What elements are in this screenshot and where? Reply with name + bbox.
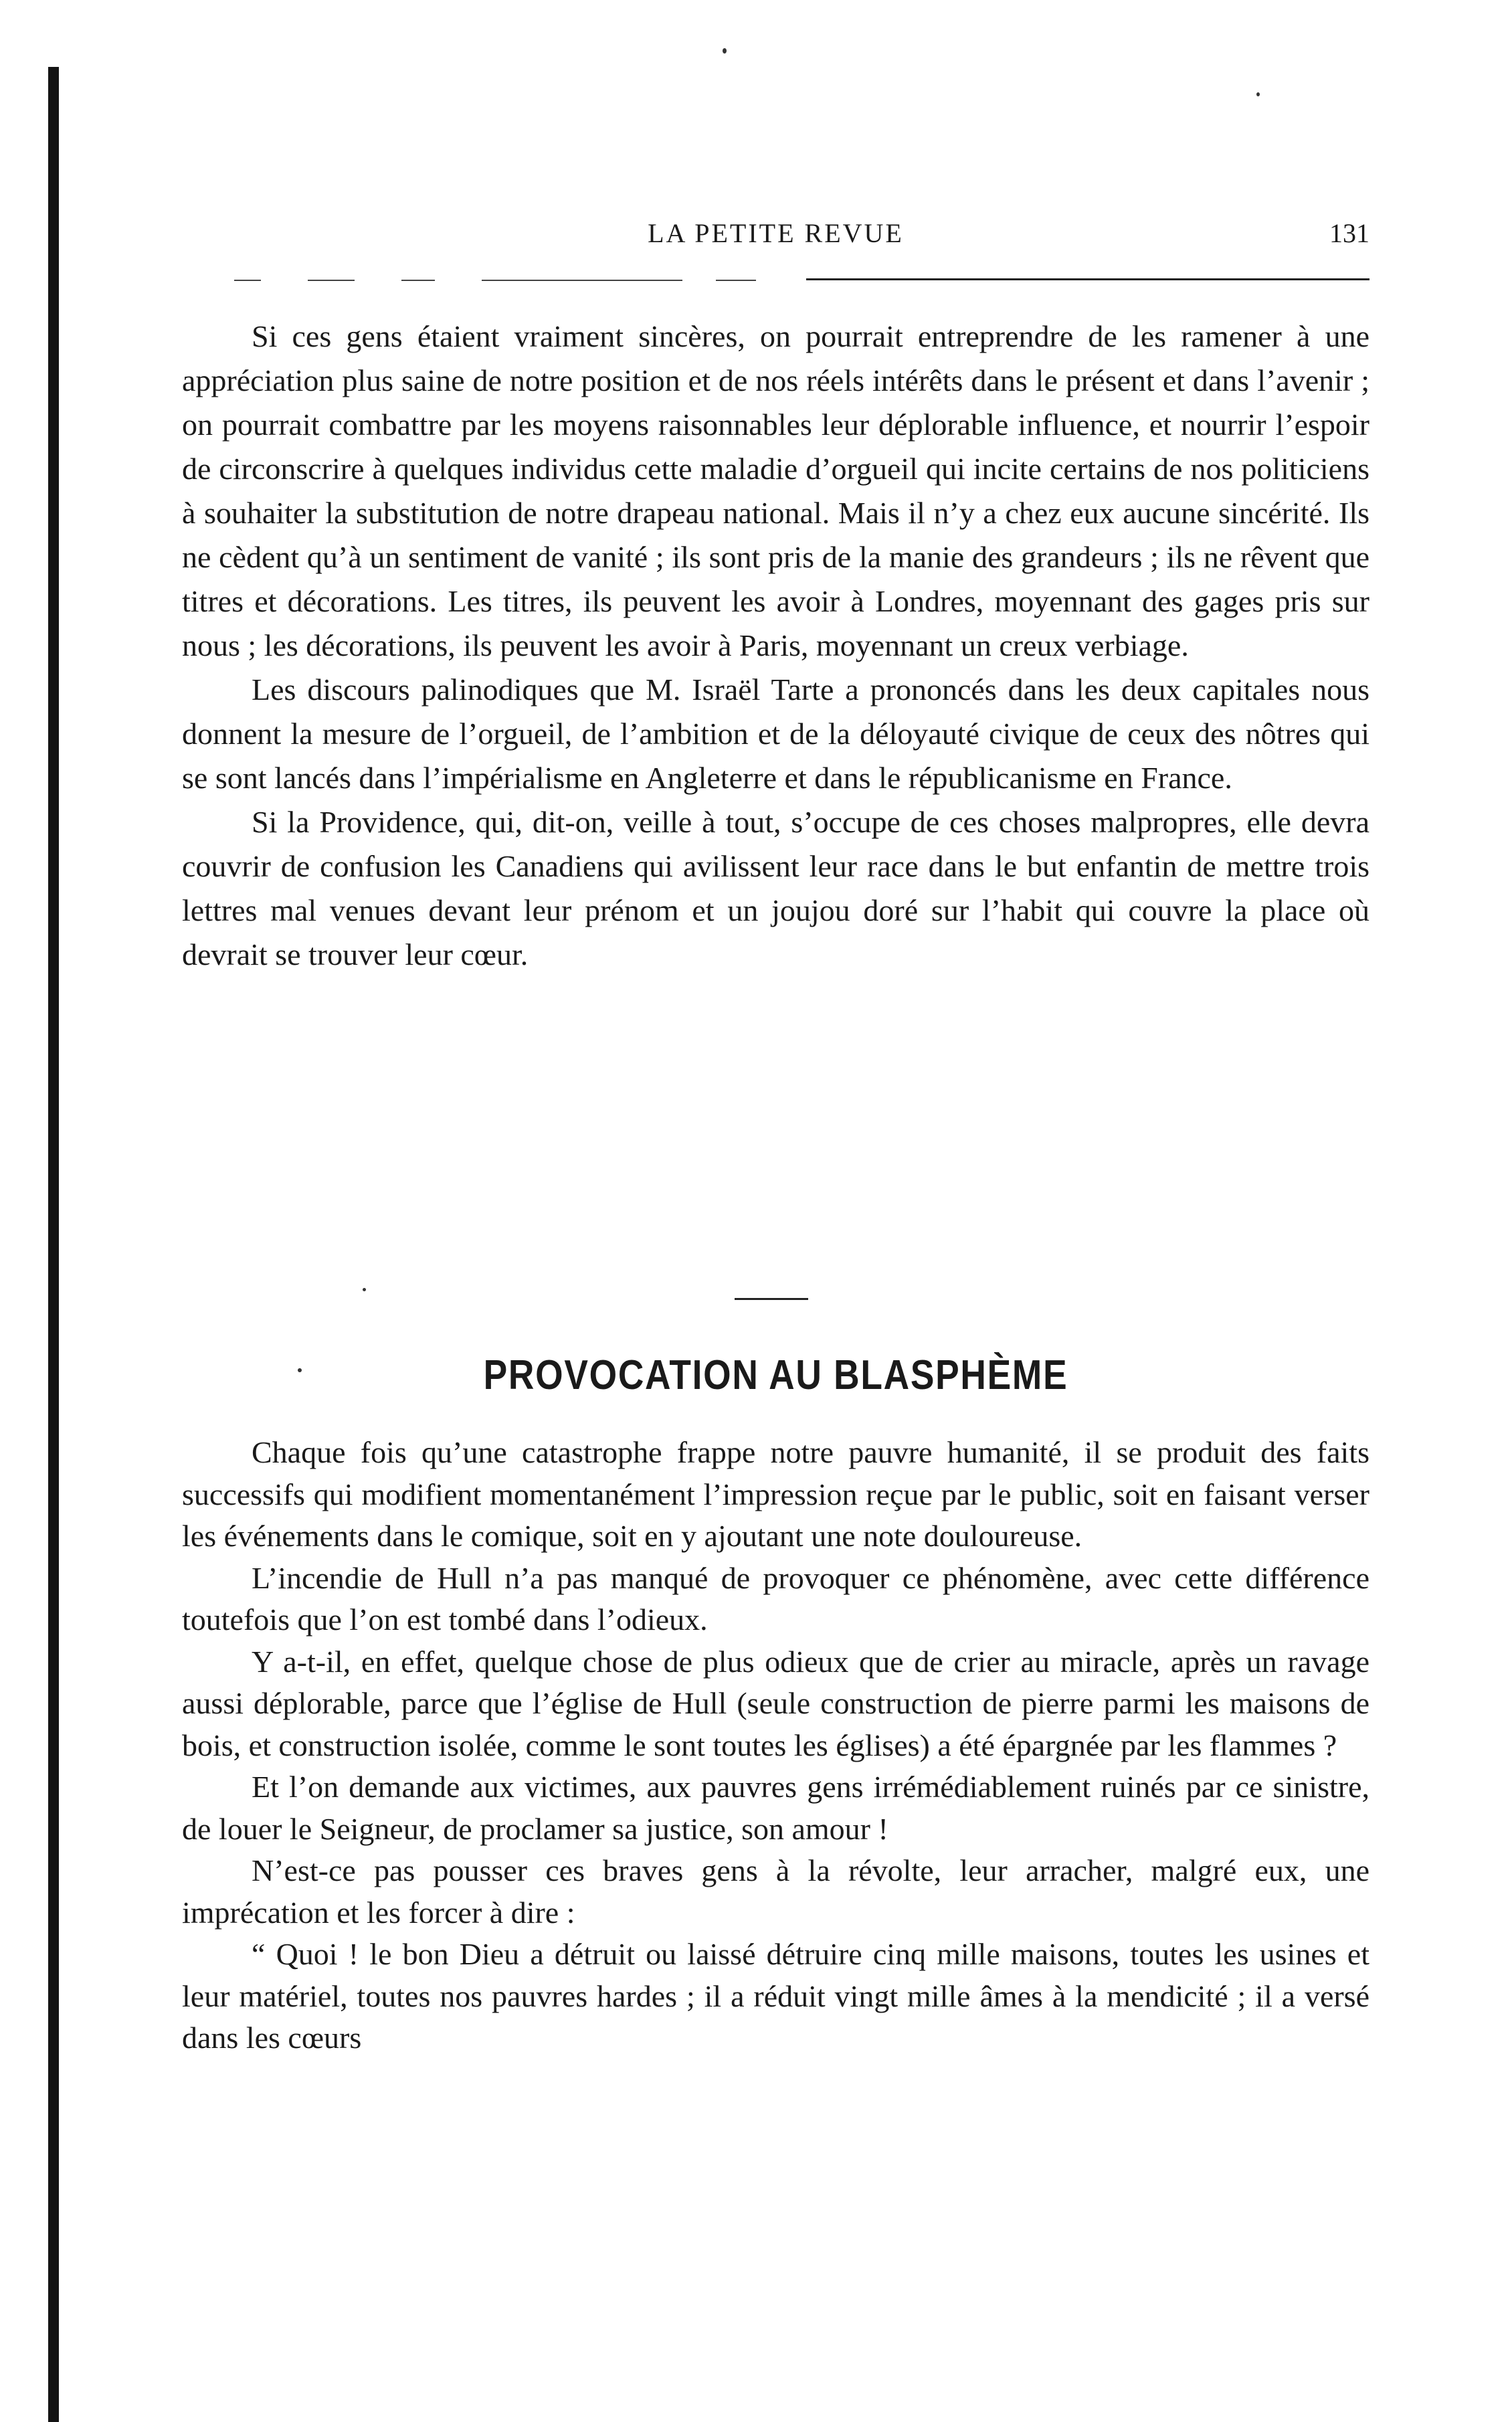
- paragraph: N’est-ce pas pousser ces braves gens à la révolte, leur arracher, malgré eux, une imprécation et les forcer à dire :: [182, 1853, 1369, 1930]
- scan-speck: [363, 1288, 366, 1291]
- paragraph: L’incendie de Hull n’a pas manqué de provoquer ce phénomène, avec cette différence toutefois que l’on est tombé dans l’odieux.: [182, 1560, 1369, 1637]
- section-divider: [735, 1298, 808, 1300]
- running-title: LA PETITE REVUE: [648, 218, 904, 248]
- section-body: [182, 1432, 1369, 2059]
- paragraph: Si ces gens étaient vraiment sincères, on pourrait entreprendre de les ramener à une appréciation plus saine de notre position et de nos réels intérêts dans le présent et dans l’avenir ; on pourrait combattre par les moyens raisonnables leur déplorable influence, et nourrir l’espoir de circonscrire à quelques individus cette maladie d’orgueil qui incite certains de nos politiciens à souhaiter la substitution de notre drapeau national. Mais il n’y a chez eux aucune sincérité. Ils ne cèdent qu’à un sentiment de vanité ; ils sont pris de la manie des grandeurs ; ils ne rêvent que titres et décorations. Les titres, ils peuvent les avoir à Londres, moyennant des gages pris sur nous ; les décorations, ils peuvent les avoir à Paris, moyennant un creux verbiage.: [182, 319, 1369, 662]
- article-continuation: [182, 314, 1369, 977]
- paragraph: Et l’on demande aux victimes, aux pauvres gens irrémédiablement ruinés par ce sinistre, de louer le Seigneur, de proclamer sa justice, son amour !: [182, 1770, 1369, 1846]
- page-number: 131: [1329, 218, 1369, 248]
- paragraph: Chaque fois qu’une catastrophe frappe notre pauvre humanité, il se produit des faits successifs qui modifient momentanément l’impression reçue par le public, soit en faisant verser les événements dans le comique, soit en y ajoutant une note douloureuse.: [182, 1435, 1369, 1553]
- scan-speck: [723, 48, 727, 54]
- header-rule-fragment: [716, 280, 756, 281]
- header-rule-fragment: [482, 280, 682, 281]
- paragraph: “ Quoi ! le bon Dieu a détruit ou laissé détruire cinq mille maisons, toutes les usines et leur matériel, toutes nos pauvres hardes ; il a réduit vingt mille âmes à la mendicité ; il a versé dans les cœurs: [182, 1937, 1369, 2055]
- paragraph: Les discours palinodiques que M. Israël Tarte a prononcés dans les deux capitales nous donnent la mesure de l’orgueil, de l’ambition et de la déloyauté civique de ceux des nôtres qui se sont lancés dans l’impérialisme en Angleterre et dans le républicanisme en France.: [182, 672, 1369, 795]
- paragraph: Si la Providence, qui, dit-on, veille à tout, s’occupe de ces choses malpropres, elle devra couvrir de confusion les Canadiens qui avilissent leur race dans le but enfantin de mettre trois lettres mal venues devant leur prénom et un joujou doré sur l’habit qui couvre la place où devrait se trouver leur cœur.: [182, 805, 1369, 971]
- paragraph: Y a-t-il, en effet, quelque chose de plus odieux que de crier au miracle, après un ravage aussi déplorable, parce que l’église de Hull (seule construction de pierre parmi les maisons de bois, et construction isolée, comme le sont toutes les églises) a été épargnée par les flammes ?: [182, 1644, 1369, 1762]
- page-header: [182, 217, 1369, 271]
- header-rule-fragment: [401, 280, 435, 281]
- section-heading: PROVOCATION AU BLASPHÈME: [483, 1352, 1068, 1398]
- header-rule-fragment: [234, 280, 261, 281]
- scan-binding-edge: [48, 67, 59, 2422]
- scan-speck: [1256, 92, 1260, 96]
- header-rule-fragment: [308, 280, 355, 281]
- header-rule: [806, 278, 1369, 280]
